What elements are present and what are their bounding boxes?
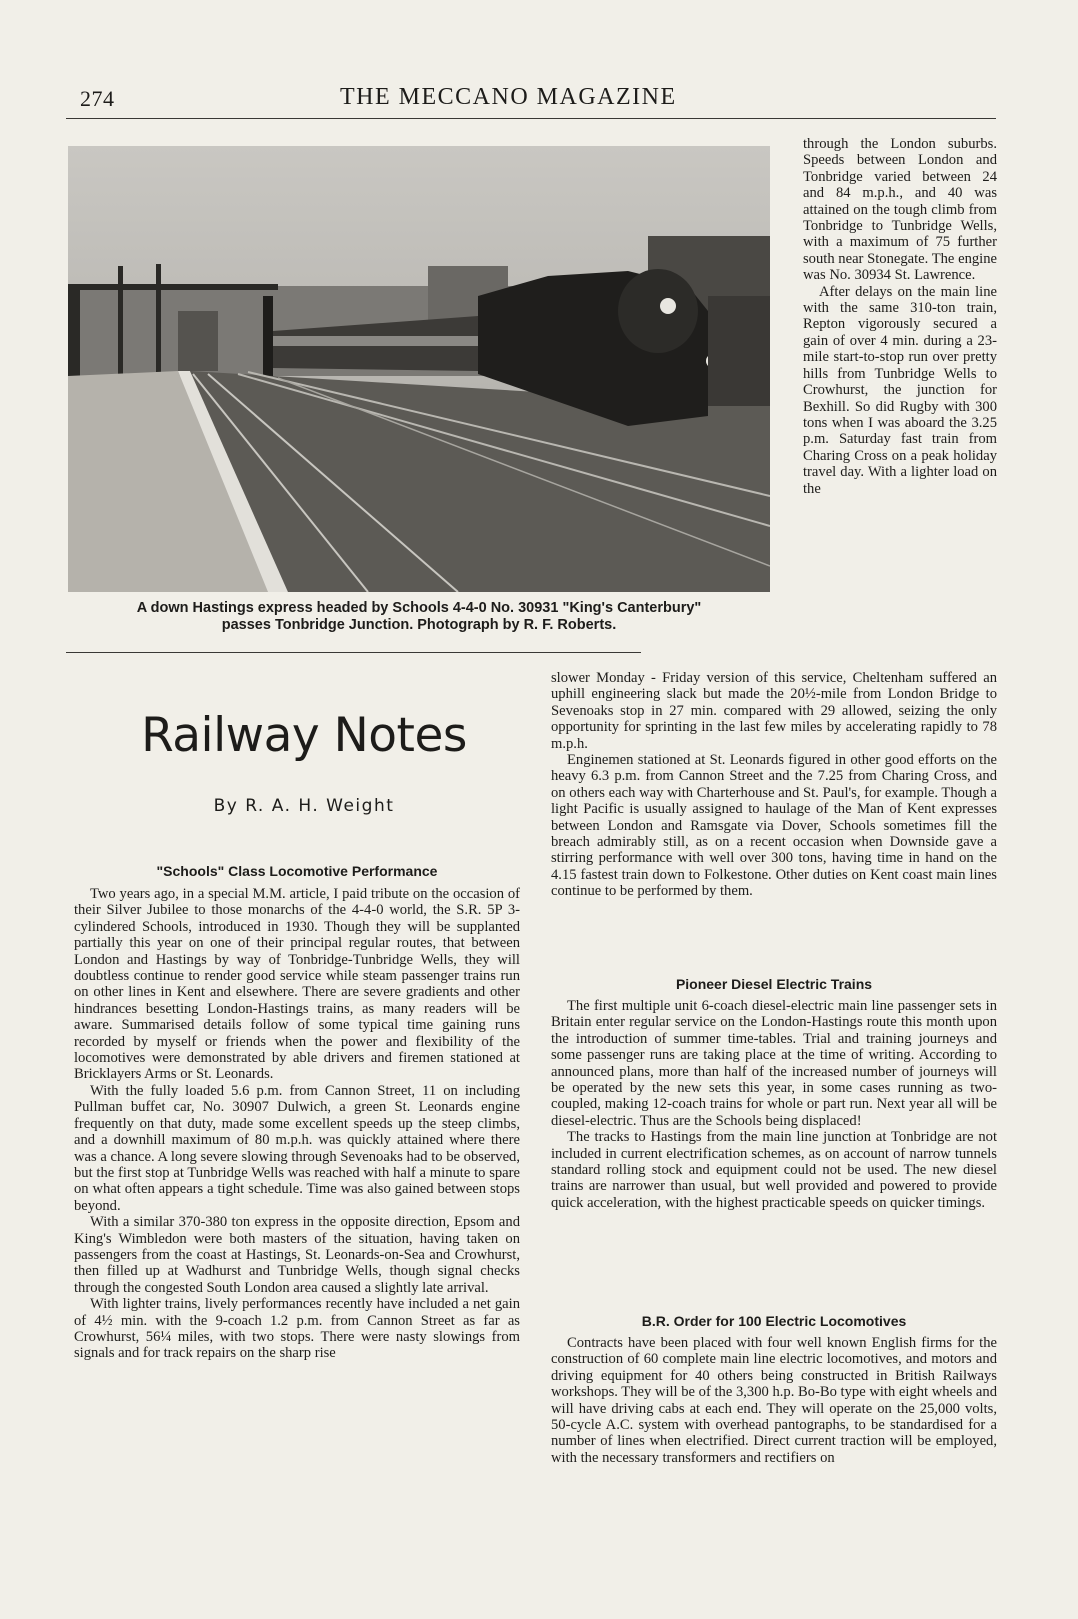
article-byline: By R. A. H. Weight — [213, 796, 395, 816]
paragraph: With a similar 370-380 ton express in the opposite direction, Epsom and King's Wimbledon were both masters of the situation, having taken on passengers from the coast at Hastings, St. Leonards-on-Sea and Crowhurst, then filled up at Wadhurst and Tunbridge Wells, though signal checks through the congested South London area caused a slightly late arrival. — [74, 1214, 520, 1296]
caption-line-1: A down Hastings express headed by Schools 4-4-0 No. 30931 "King's Canterbury" — [136, 600, 702, 616]
photo-caption — [66, 600, 772, 634]
caption-line-2: passes Tonbridge Junction. Photograph by R. F. Roberts. — [221, 617, 617, 633]
caption-rule — [66, 652, 641, 653]
paragraph: Two years ago, in a special M.M. article, I paid tribute on the occasion of their Silver Jubilee to those monarchs of the 4-4-0 world, the S.R. 5P 3-cylindered Schools, introduced in 1930. Though they will be supplanted partially this year on one of their principal regular routes, that between London and Hastings by way of Tonbridge-Tunbridge Wells, they will doubtless continue to render good service while steam passenger trains run on other lines in Kent and elsewhere. There are severe gradients and other hindrances besetting London-Hastings trains, as many readers will be aware. Summarised details follow of some typical time gaining runs recorded by myself or friends when the power and flexibility of the locomotives were demonstrated by able drivers and firemen stationed at Bricklayers Arms or St. Leonards. — [74, 886, 520, 1083]
paragraph: The tracks to Hastings from the main line junction at Tonbridge are not included in current electrification schemes, as on account of narrow tunnels standard rolling stock and equipment could not be used. The new diesel trains are narrower than usual, but well provided and powered to provide quick acceleration, with the highest practicable speeds on quicker timings. — [551, 1129, 997, 1211]
train-photo-image — [68, 146, 770, 592]
column-mid-right — [551, 670, 997, 900]
paragraph: The first multiple unit 6-coach diesel-electric main line passenger sets in Britain enter regular service on the London-Hastings route this month upon the introduction of summer time-tables. Trial and training journeys and some passenger runs are taking place at the time of writing. According to announced plans, more than half of the increased number of journeys will be operated by the new sets this year, in some cases running as two-coupled, making 12-coach trains for whole or part run. Next year all will be diesel-electric. Thus are the Schools being displaced! — [551, 998, 997, 1129]
train-photo — [68, 146, 770, 592]
article-title: Railway Notes — [141, 708, 467, 763]
paragraph: slower Monday - Friday version of this service, Cheltenham suffered an uphill engineering slack but made the 20½-mile from London Bridge to Sevenoaks stop in 27 min. compared with 29 allowed, seizing the only opportunity for sprinting in the last few miles by accelerating rapidly to 78 m.p.h. — [551, 670, 997, 752]
section-heading-schools: "Schools" Class Locomotive Performance — [156, 863, 438, 879]
column-right-diesel — [551, 998, 997, 1211]
paragraph: Contracts have been placed with four well known English firms for the construction of 60 complete main line electric locomotives, and motors and driving equipment for 40 others being constructed in British Railways workshops. They will be of the 3,300 h.p. Bo-Bo type with eight wheels and will have driving cabs at each end. They will operate on the 25,000 volts, 50-cycle A.C. system with overhead pantographs, to be standardised for a number of lines when electrified. Direct current traction will be employed, with the necessary transformers and rectifiers on — [551, 1335, 997, 1466]
paragraph: After delays on the main line with the same 310-ton train, Repton vigorously secured a gain of over 4 min. during a 23-mile start-to-stop run over pretty hills from Tunbridge Wells to Crowhurst, the junction for Bexhill. So did Rugby with 300 tons when I was aboard the 3.25 p.m. Saturday fast train from Charing Cross on a peak holiday travel day. With a lighter load on the — [803, 283, 997, 497]
page-number: 274 — [80, 86, 115, 111]
paragraph: through the London suburbs. Speeds between London and Tonbridge varied between 24 and 84 m.p.h., and 40 was attained on the tough climb from Tonbridge to Tunbridge Wells, with a maximum of 75 further south near Stonegate. The engine was No. 30934 St. Lawrence. — [803, 136, 997, 284]
paragraph: Enginemen stationed at St. Leonards figured in other good efforts on the heavy 6.3 p.m. from Cannon Street and the 7.25 from Charing Cross, and on others each way with Charterhouse and St. Paul's, for example. Though a light Pacific is usually assigned to haulage of the Man of Kent expresses between London and Ramsgate via Dover, Schools sometimes fill the breach admirably still, as on a recent occasion when Downside gave a stirring performance with well over 300 tons, having time in hand on the 4.15 fastest train down to Folkestone. Other duties on Kent coast main lines continue to be performed by them. — [551, 752, 997, 900]
column-top-right — [803, 136, 997, 497]
section-heading-diesel: Pioneer Diesel Electric Trains — [675, 976, 873, 992]
paragraph: With lighter trains, lively performances recently have included a net gain of 4½ min. with the 9-coach 1.2 p.m. from Cannon Street as far as Crowhurst, 56¼ miles, with two stops. There were nasty slowings from signals and for track repairs on the sharp rise — [74, 1296, 520, 1362]
masthead: THE MECCANO MAGAZINE — [340, 84, 677, 110]
paragraph: With the fully loaded 5.6 p.m. from Cannon Street, 11 on including Pullman buffet car, No. 30907 Dulwich, a green St. Leonards engine frequently on that duty, made some excellent speeds up the steep climbs, and a downhill maximum of 80 m.p.h. was quickly attained where there was a chance. A long severe slowing through Sevenoaks had to be observed, but the first stop at Tunbridge Wells was reached with half a minute to spare on what often appears a tight schedule. Time was also gained between stops beyond. — [74, 1082, 520, 1214]
column-right-electric — [551, 1335, 997, 1466]
header-rule — [66, 118, 996, 119]
column-left — [74, 886, 520, 1362]
section-heading-electric: B.R. Order for 100 Electric Locomotives — [641, 1313, 907, 1329]
